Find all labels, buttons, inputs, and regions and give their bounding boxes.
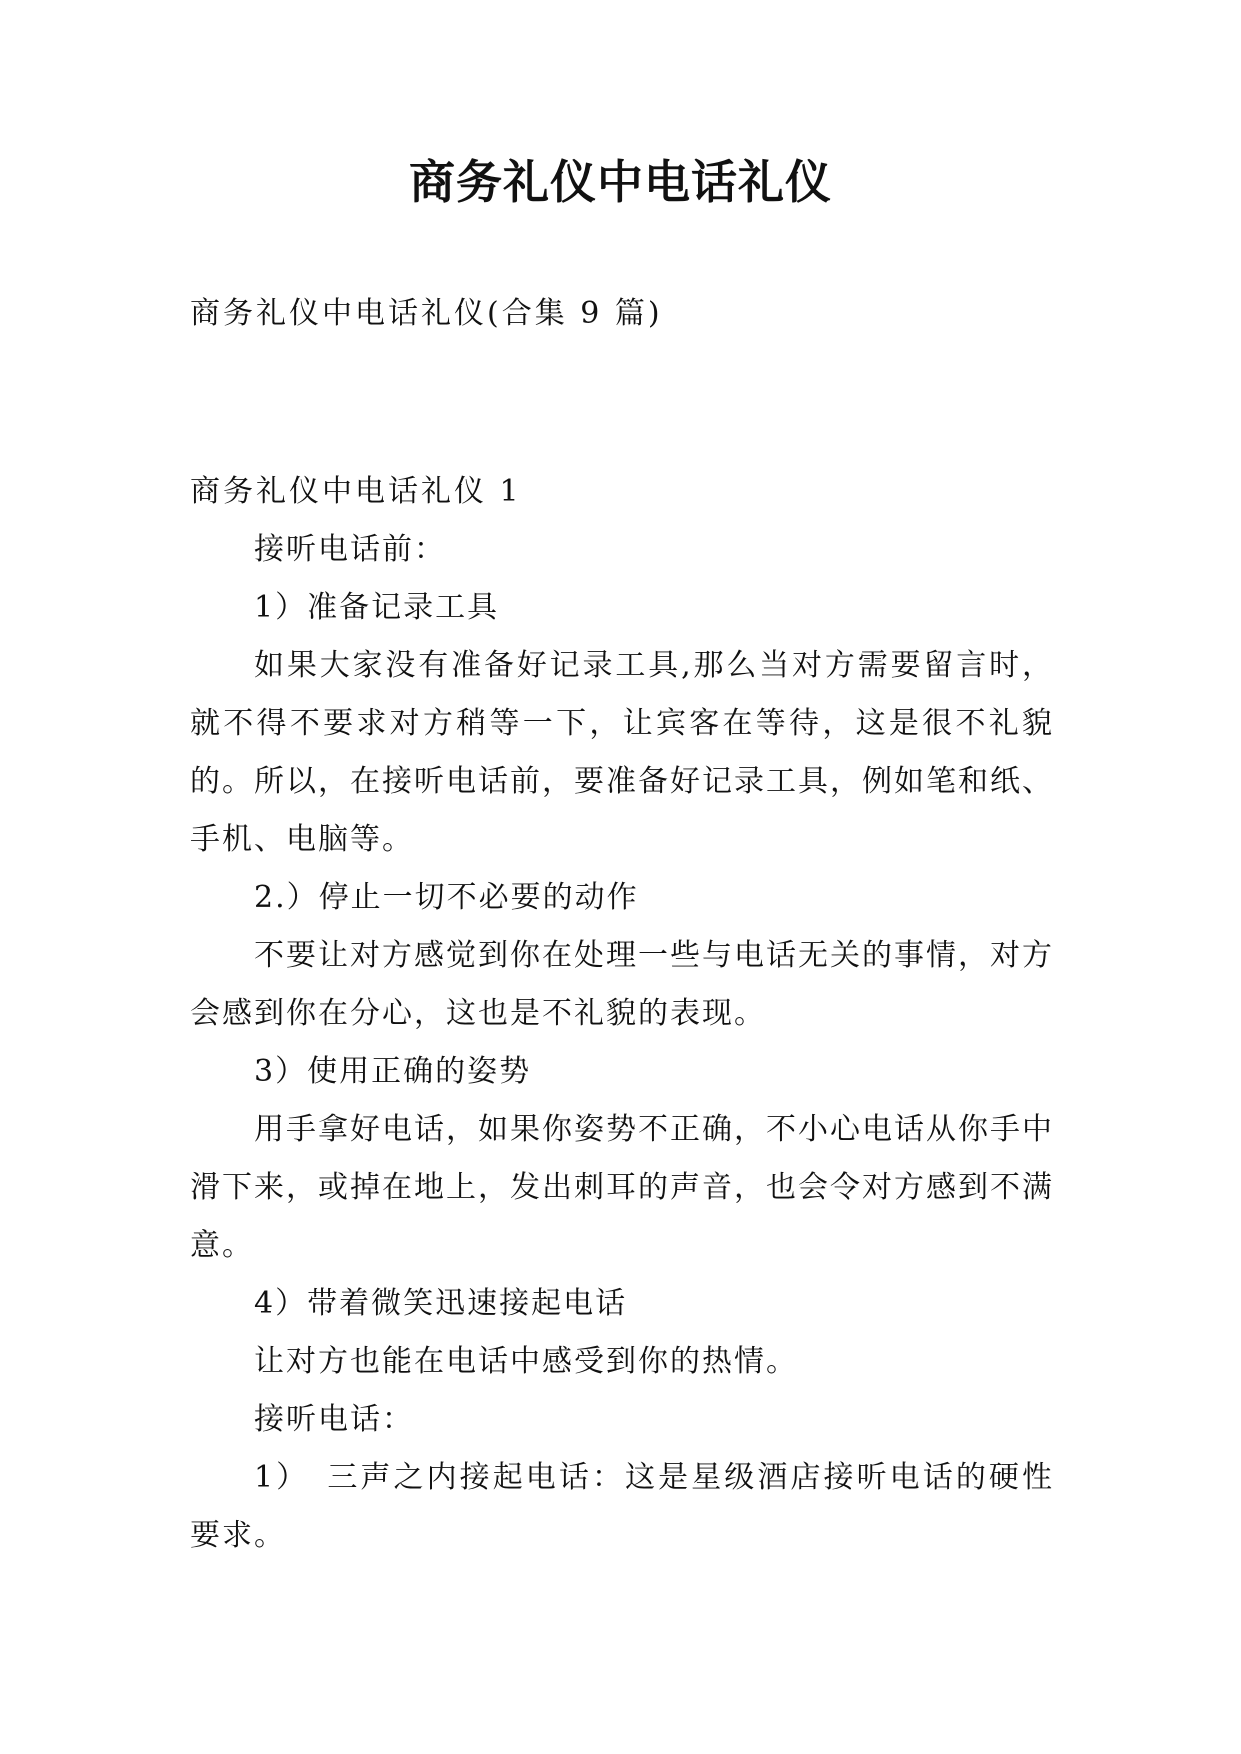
- paragraph: 用手拿好电话，如果你姿势不正确，不小心电话从你手中滑下来，或掉在地上，发出刺耳的声音，也会令对方感到不满意。: [190, 1112, 1054, 1263]
- paragraph: 让对方也能在电话中感受到你的热情。: [254, 1344, 798, 1379]
- paragraph: 1）准备记录工具: [254, 590, 500, 625]
- document-subtitle: 商务礼仪中电话礼仪(合集 9 篇): [190, 296, 663, 331]
- paragraph: 如果大家没有准备好记录工具,那么当对方需要留言时，就不得不要求对方稍等一下，让宾客在等待，这是很不礼貌的。所以，在接听电话前，要准备好记录工具，例如笔和纸、手机、电脑等。: [190, 648, 1054, 857]
- paragraph: 2.）停止一切不必要的动作: [254, 880, 639, 915]
- paragraph: 4）带着微笑迅速接起电话: [254, 1286, 628, 1321]
- section-heading: 商务礼仪中电话礼仪 1: [190, 474, 522, 509]
- paragraph: 3）使用正确的姿势: [254, 1054, 532, 1089]
- paragraph: 不要让对方感觉到你在处理一些与电话无关的事情，对方会感到你在分心，这也是不礼貌的表现。: [190, 938, 1054, 1031]
- document-body: [190, 463, 1054, 1565]
- paragraph: 接听电话前：: [254, 532, 446, 567]
- paragraph: 1） 三声之内接起电话：这是星级酒店接听电话的硬性要求。: [190, 1460, 1054, 1553]
- paragraph: 接听电话：: [254, 1402, 414, 1437]
- document-title: 商务礼仪中电话礼仪: [409, 155, 832, 209]
